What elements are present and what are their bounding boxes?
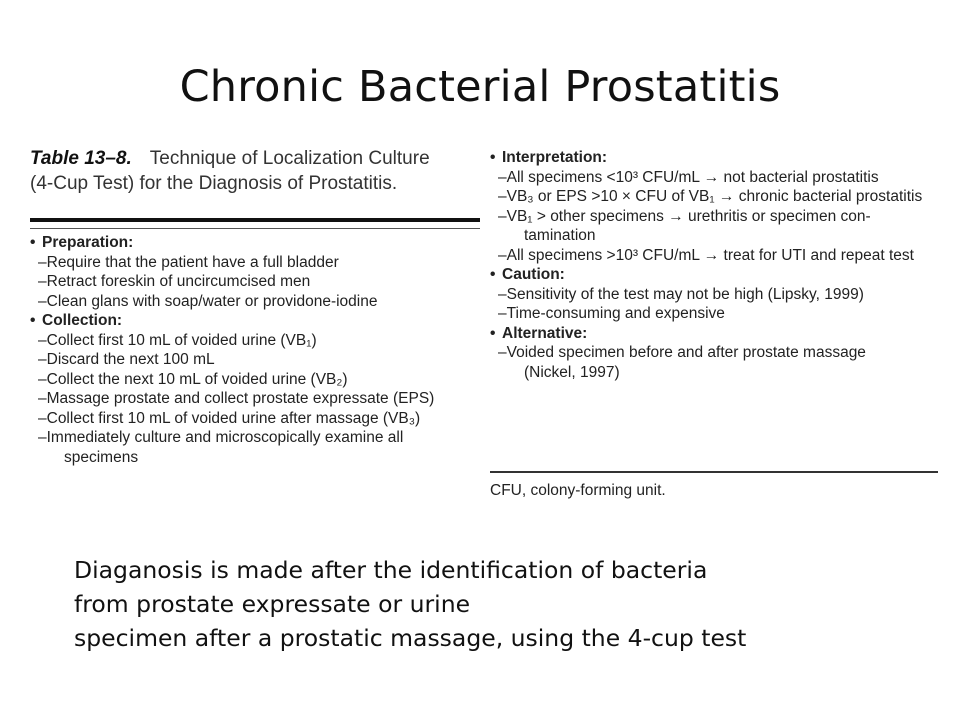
table-caption [30, 146, 480, 196]
section-heading [30, 311, 434, 331]
table-row [30, 409, 434, 429]
row-text: Alternative: [502, 324, 588, 342]
row-text: tamination [524, 227, 596, 244]
table-row [490, 285, 922, 305]
table-row [490, 168, 922, 188]
row-text: (Nickel, 1997) [524, 363, 620, 381]
bullet-icon: • [30, 312, 36, 329]
table-row [490, 304, 922, 324]
section-heading [30, 233, 434, 253]
row-text: –Collect the next 10 mL of voided urine (VB₂) [38, 370, 348, 388]
body-line: from prostate expressate or urine [74, 590, 471, 618]
table-row [490, 226, 922, 246]
left-row-list [30, 233, 434, 467]
section-heading [490, 324, 922, 344]
table-row [30, 370, 434, 390]
table-row [30, 331, 434, 351]
table-row [490, 363, 922, 383]
right-row-list [490, 148, 922, 382]
row-text: –Voided specimen before and after prostate massage [498, 344, 866, 361]
table-row [490, 246, 922, 266]
table-row [30, 272, 434, 292]
row-text: –All specimens >10³ CFU/mL → treat for UTI and repeat test [498, 246, 914, 264]
section-heading [490, 148, 922, 168]
table-row [30, 448, 434, 468]
table-row [30, 253, 434, 273]
table-row [490, 187, 922, 207]
table-row [30, 292, 434, 312]
bullet-icon: • [30, 234, 36, 251]
row-text: –Clean glans with soap/water or providone-iodine [38, 292, 378, 310]
table-row [30, 389, 434, 409]
body-paragraph [74, 553, 934, 655]
table-caption-line1: Technique of Localization Culture [149, 148, 430, 169]
table-row [490, 343, 922, 363]
table-number: Table 13–8. [30, 148, 132, 169]
footnote-rule [490, 471, 938, 473]
row-text: Collection: [42, 312, 123, 329]
bullet-icon: • [490, 149, 496, 166]
row-text: –VB₃ or EPS >10 × CFU of VB₁ → chronic bacterial prostatitis [498, 188, 923, 205]
row-text: –Sensitivity of the test may not be high (Lipsky, 1999) [498, 285, 864, 303]
row-text: specimens [64, 448, 139, 466]
caption-thin-rule [30, 228, 480, 229]
table-footnote: CFU, colony-forming unit. [490, 482, 666, 499]
table-right-column [490, 146, 940, 511]
section-heading [490, 265, 922, 285]
table-left-column [30, 146, 480, 511]
row-text: –Require that the patient have a full bladder [38, 253, 339, 271]
table-row [30, 428, 434, 448]
row-text: –Collect first 10 mL of voided urine after massage (VB₃) [38, 409, 421, 427]
row-text: –Time-consuming and expensive [498, 305, 725, 322]
bullet-icon: • [490, 266, 496, 283]
row-text: –VB₁ > other specimens → urethritis or specimen con- [498, 207, 871, 225]
row-text: Preparation: [42, 234, 134, 251]
row-text: –Retract foreskin of uncircumcised men [38, 273, 311, 290]
bullet-icon: • [490, 324, 496, 342]
table-row [30, 350, 434, 370]
table-caption-line2: (4-Cup Test) for the Diagnosis of Prostatitis. [30, 173, 398, 194]
row-text: –Immediately culture and microscopically examine all [38, 429, 404, 446]
row-text: Caution: [502, 266, 565, 283]
body-line: Diaganosis is made after the identification of bacteria [74, 556, 708, 584]
row-text: –Massage prostate and collect prostate expressate (EPS) [38, 390, 435, 407]
slide-title: Chronic Bacterial Prostatitis [179, 62, 781, 112]
table-row [490, 207, 922, 227]
row-text: Interpretation: [502, 149, 608, 166]
row-text: –Collect first 10 mL of voided urine (VB₁) [38, 331, 317, 349]
caption-thick-rule [30, 218, 480, 222]
row-text: –All specimens <10³ CFU/mL → not bacterial prostatitis [498, 168, 879, 186]
body-line: specimen after a prostatic massage, using the 4-cup test [74, 624, 747, 652]
row-text: –Discard the next 100 mL [38, 351, 215, 368]
